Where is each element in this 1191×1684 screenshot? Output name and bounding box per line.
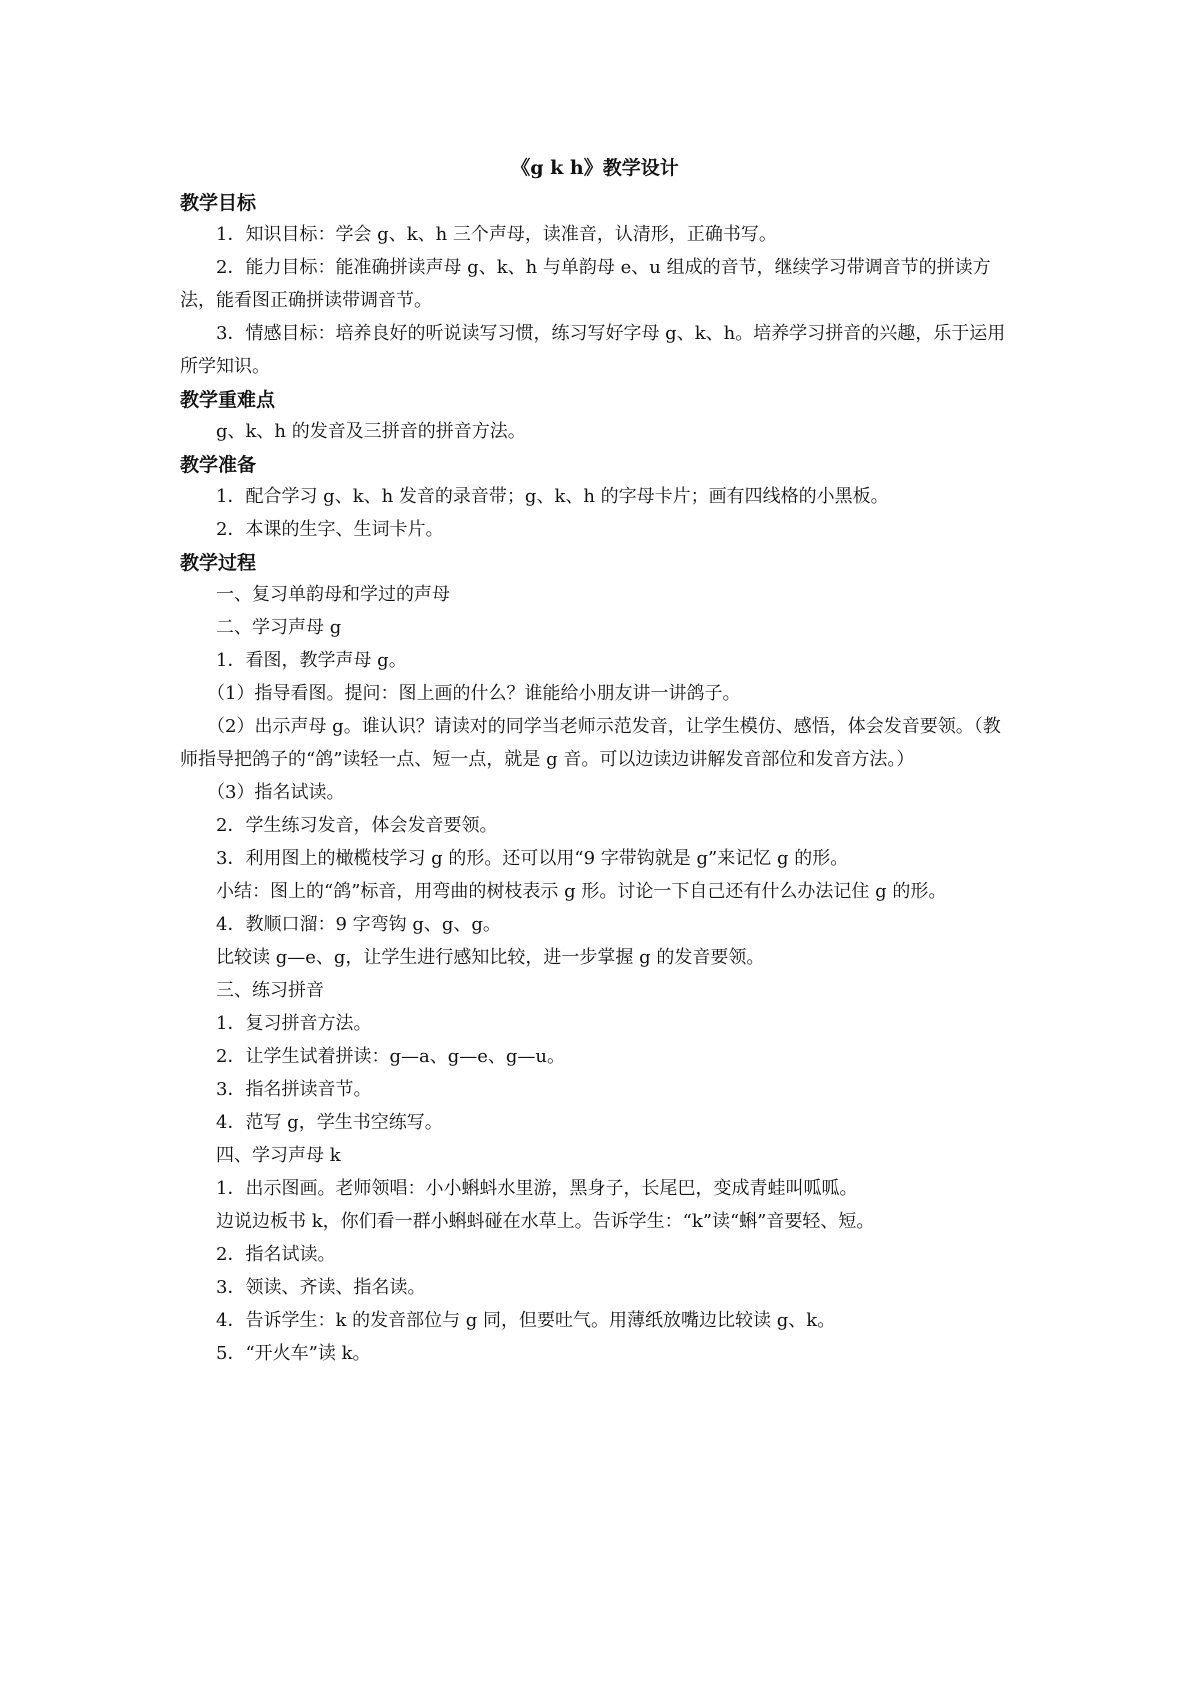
paragraph: 一、复习单韵母和学过的声母 xyxy=(216,584,450,605)
paragraph: 边说边板书 k，你们看一群小蝌蚪碰在水草上。告诉学生：“k”读“蝌”音要轻、短。 xyxy=(216,1211,875,1232)
section-heading-objectives: 教学目标 xyxy=(180,192,257,214)
paragraph: 3．利用图上的橄榄枝学习 g 的形。还可以用“9 字带钩就是 g”来记忆 g 的形。 xyxy=(216,848,849,869)
paragraph: （3）指名试读。 xyxy=(207,782,345,803)
paragraph: 2．能力目标：能准确拼读声母 g、k、h 与单韵母 e、u 组成的音节，继续学习带调音节的拼读方法，能看图正确拼读带调音节。 xyxy=(180,257,991,311)
paragraph: g、k、h 的发音及三拼音的拼音方法。 xyxy=(216,421,526,442)
paragraph: 1．知识目标：学会 g、k、h 三个声母，读准音，认清形，正确书写。 xyxy=(216,224,777,245)
paragraph: 4．范写 g，学生书空练写。 xyxy=(216,1112,443,1133)
paragraph: 三、练习拼音 xyxy=(216,980,324,1001)
paragraph: 1．看图，教学声母 g。 xyxy=(216,650,407,671)
paragraph: 3．情感目标：培养良好的听说读写习惯，练习写好字母 g、k、h。培养学习拼音的兴趣，乐于运用所学知识。 xyxy=(180,323,1006,377)
paragraph: （2）出示声母 g。谁认识？请读对的同学当老师示范发音，让学生模仿、感悟，体会发音要领。（教师指导把鸽子的“鸽”读轻一点、短一点，就是 g 音。可以边读边讲解发音部位和发音方法。） xyxy=(180,716,1001,770)
section-heading-key-points: 教学重难点 xyxy=(180,389,276,411)
paragraph: 2．指名试读。 xyxy=(216,1244,336,1265)
paragraph: 5．“开火车”读 k。 xyxy=(216,1343,371,1364)
section-heading-process: 教学过程 xyxy=(180,552,257,574)
paragraph: 1．出示图画。老师领唱：小小蝌蚪水里游，黑身子，长尾巴，变成青蛙叫呱呱。 xyxy=(216,1178,858,1199)
section-heading-preparation: 教学准备 xyxy=(180,454,257,476)
paragraph: 2．让学生试着拼读：g—a、g—e、g—u。 xyxy=(216,1046,565,1067)
paragraph: 二、学习声母 g xyxy=(216,617,342,638)
paragraph: 3．指名拼读音节。 xyxy=(216,1079,372,1100)
paragraph: 四、学习声母 k xyxy=(216,1145,341,1166)
paragraph: 1．配合学习 g、k、h 发音的录音带；g、k、h 的字母卡片；画有四线格的小黑板。 xyxy=(216,486,889,507)
paragraph: （1）指导看图。提问：图上画的什么？谁能给小朋友讲一讲鸽子。 xyxy=(207,683,741,704)
paragraph: 4．告诉学生：k 的发音部位与 g 同，但要吐气。用薄纸放嘴边比较读 g、k。 xyxy=(216,1310,836,1331)
document-title: 《g k h》教学设计 xyxy=(511,157,679,179)
paragraph: 2．学生练习发音，体会发音要领。 xyxy=(216,815,498,836)
paragraph: 2．本课的生字、生词卡片。 xyxy=(216,519,444,540)
paragraph: 3．领读、齐读、指名读。 xyxy=(216,1277,426,1298)
paragraph: 4．教顺口溜：9 字弯钩 g、g、g。 xyxy=(216,914,501,935)
paragraph: 比较读 g—e、g，让学生进行感知比较，进一步掌握 g 的发音要领。 xyxy=(216,947,765,968)
document-page xyxy=(180,150,1010,1370)
paragraph: 小结：图上的“鸽”标音，用弯曲的树枝表示 g 形。讨论一下自己还有什么办法记住 g 的形。 xyxy=(216,881,947,902)
paragraph: 1．复习拼音方法。 xyxy=(216,1013,372,1034)
